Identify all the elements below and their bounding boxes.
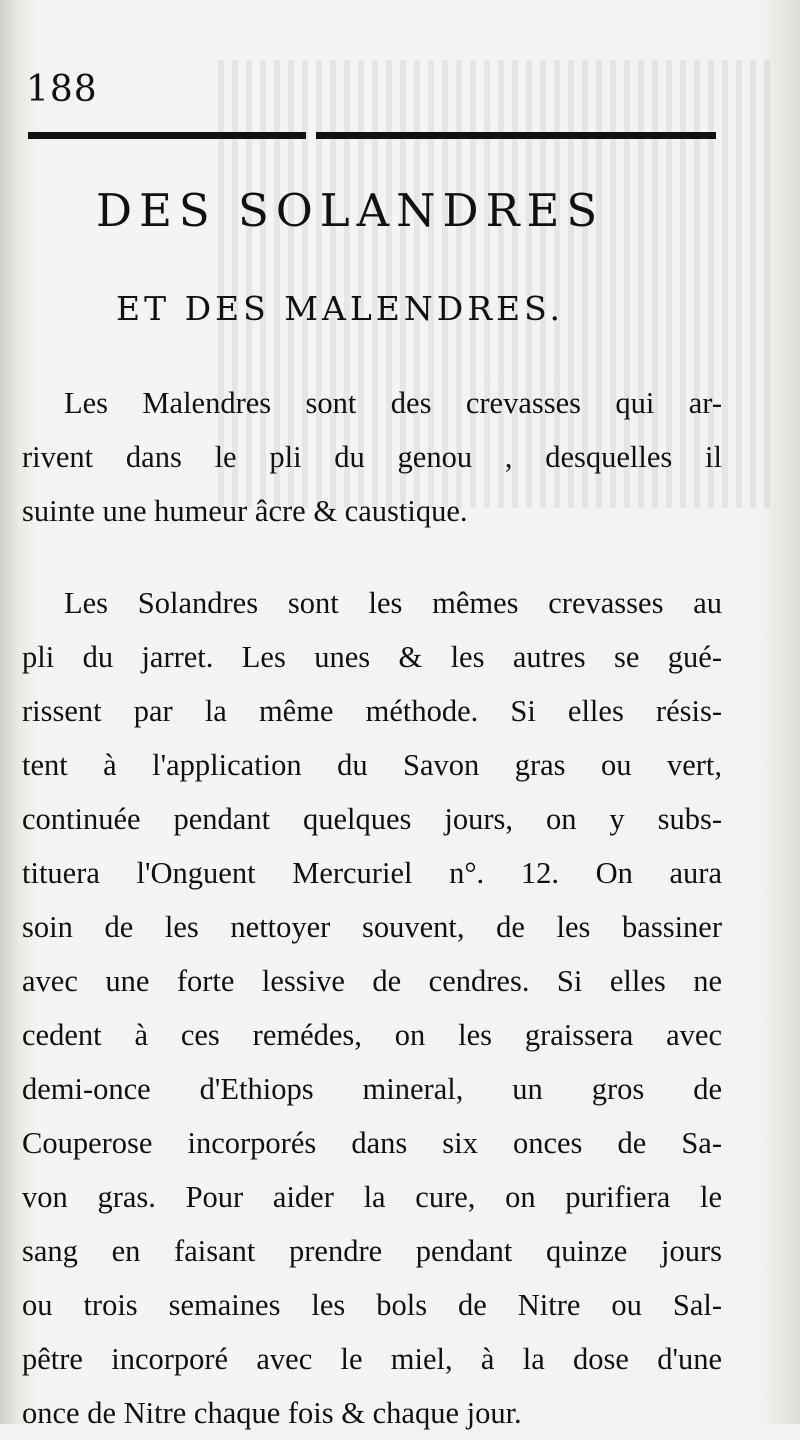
paragraph-1 [22,376,722,538]
text-line: pli du jarret. Les unes & les autres se gué- [22,640,722,674]
text-line: pêtre incorporé avec le miel, à la dose d'une [22,1342,722,1376]
text-line: suinte une humeur âcre & caustique. [22,494,468,528]
text-line: tituera l'Onguent Mercuriel n°. 12. On aura [22,856,722,890]
text-line: sang en faisant prendre pendant quinze jours [22,1234,722,1268]
text-line: avec une forte lessive de cendres. Si elles ne [22,964,722,998]
chapter-title: DES SOLANDRES [96,184,605,237]
text-line: tent à l'application du Savon gras ou vert, [22,748,722,782]
text-line: ou trois semaines les bols de Nitre ou Sal- [22,1288,722,1322]
header-rule-left [28,132,306,139]
text-line: continuée pendant quelques jours, on y subs- [22,802,722,836]
text-line: rissent par la même méthode. Si elles résis- [22,694,722,728]
text-line: Les Malendres sont des crevasses qui ar- [64,386,722,420]
text-line: Couperose incorporés dans six onces de Sa- [22,1126,722,1160]
text-line: once de Nitre chaque fois & chaque jour. [22,1396,522,1430]
text-line: von gras. Pour aider la cure, on purifiera le [22,1180,722,1214]
text-line: rivent dans le pli du genou , desquelles il [22,440,722,474]
text-line: cedent à ces remédes, on les graissera avec [22,1018,722,1052]
page-number: 188 [26,69,98,110]
header-rule-right [316,132,716,139]
text-line: soin de les nettoyer souvent, de les bassiner [22,910,722,944]
text-line: demi-once d'Ethiops mineral, un gros de [22,1072,722,1106]
paragraph-2 [22,576,722,1440]
chapter-subtitle: ET DES MALENDRES. [116,289,565,328]
text-line: Les Solandres sont les mêmes crevasses au [64,586,722,620]
